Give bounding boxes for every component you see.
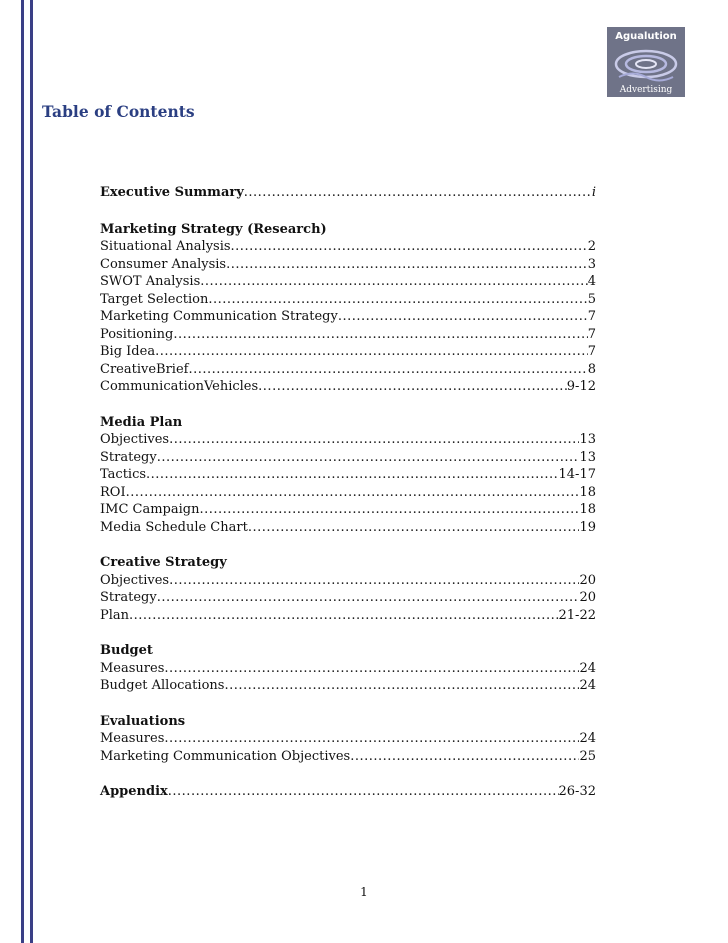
dot-leader — [169, 572, 579, 590]
dot-leader — [188, 361, 587, 379]
toc-entry-page: 13 — [579, 449, 596, 465]
toc-section-heading: Media Plan — [100, 414, 183, 430]
toc-entry-label: Objectives — [100, 572, 170, 588]
toc-entry[interactable] — [100, 519, 596, 537]
toc-entry[interactable] — [100, 361, 596, 379]
toc-entry[interactable] — [100, 184, 596, 202]
dot-leader — [338, 308, 588, 326]
logo-name: Agualution — [615, 31, 677, 42]
dot-leader — [157, 589, 580, 607]
water-ripple-icon — [613, 44, 679, 86]
toc-entry-label: Strategy — [100, 449, 157, 465]
toc-entry[interactable] — [100, 748, 596, 766]
toc-entry-page: 5 — [587, 291, 596, 307]
dot-leader — [226, 256, 588, 274]
toc-entry-page: 24 — [579, 660, 596, 676]
toc-section — [100, 554, 596, 624]
dot-leader — [169, 431, 579, 449]
page-title: Table of Contents — [42, 102, 195, 121]
toc-section — [100, 221, 596, 396]
dot-leader — [244, 184, 592, 202]
dot-leader — [164, 730, 579, 748]
toc-entry[interactable] — [100, 484, 596, 502]
left-border-line — [21, 0, 24, 943]
dot-leader — [168, 783, 559, 801]
toc-entry-page: 2 — [587, 239, 596, 254]
toc-entry[interactable] — [100, 291, 596, 309]
toc-entry-page: 14-17 — [558, 467, 596, 482]
toc-entry-page: 21-22 — [558, 607, 596, 623]
toc-entry[interactable] — [100, 466, 596, 484]
dot-leader — [199, 501, 579, 519]
table-of-contents — [100, 184, 596, 819]
toc-entry-label: Measures — [100, 731, 165, 746]
dot-leader — [231, 238, 588, 256]
toc-entry-label: CreativeBrief — [100, 361, 189, 377]
logo-subtitle: Advertising — [619, 85, 673, 95]
dot-leader — [146, 466, 558, 484]
toc-entry[interactable] — [100, 431, 596, 449]
toc-entry-page: 24 — [579, 731, 596, 746]
toc-entry-page: 7 — [587, 309, 596, 324]
toc-entry-page: 18 — [579, 502, 596, 517]
toc-section — [100, 184, 596, 202]
toc-entry-page: 8 — [587, 361, 596, 377]
toc-entry[interactable] — [100, 378, 596, 396]
toc-entry-label: Marketing Communication Objectives — [100, 748, 351, 764]
toc-entry[interactable] — [100, 501, 596, 519]
toc-entry-page: 13 — [579, 432, 596, 447]
toc-entry[interactable] — [100, 308, 596, 326]
dot-leader — [200, 273, 587, 291]
toc-entry-page: 19 — [579, 519, 596, 535]
toc-entry-page: 24 — [579, 678, 596, 693]
toc-entry-label: SWOT Analysis — [100, 274, 201, 289]
toc-entry-label: Consumer Analysis — [100, 256, 227, 272]
toc-section — [100, 414, 596, 537]
toc-entry[interactable] — [100, 343, 596, 361]
dot-leader — [126, 484, 580, 502]
toc-entry-page: 18 — [579, 484, 596, 500]
toc-entry-page: 7 — [587, 326, 596, 342]
toc-entry[interactable] — [100, 256, 596, 274]
toc-entry-label: Strategy — [100, 590, 157, 605]
toc-entry-label: CommunicationVehicles — [100, 379, 259, 394]
page-number: 1 — [360, 885, 368, 899]
toc-entry-label: Situational Analysis — [100, 239, 231, 254]
dot-leader — [164, 660, 579, 678]
toc-entry[interactable] — [100, 730, 596, 748]
toc-entry-label: IMC Campaign — [100, 502, 200, 517]
toc-entry-label: Measures — [100, 660, 165, 676]
toc-entry-label: Media Schedule Chart — [100, 519, 248, 535]
toc-entry[interactable] — [100, 660, 596, 678]
toc-section-heading: Creative Strategy — [100, 555, 227, 570]
left-border-line-inner — [30, 0, 33, 943]
toc-entry-label: Target Selection — [100, 291, 209, 307]
toc-entry-label: Appendix — [100, 784, 168, 799]
dot-leader — [224, 677, 579, 695]
toc-entry-label: Positioning — [100, 326, 174, 342]
toc-entry-label: Budget Allocations — [100, 678, 225, 693]
toc-section — [100, 713, 596, 766]
agualution-logo — [607, 27, 685, 97]
dot-leader — [208, 291, 587, 309]
toc-section-heading: Marketing Strategy (Research) — [100, 221, 327, 237]
toc-entry-page: 26-32 — [558, 784, 596, 799]
toc-entry[interactable] — [100, 449, 596, 467]
dot-leader — [129, 607, 558, 625]
toc-entry-label: Marketing Communication Strategy — [100, 309, 338, 324]
toc-section-heading: Evaluations — [100, 713, 186, 729]
toc-entry[interactable] — [100, 273, 596, 291]
toc-entry-page: 3 — [587, 256, 596, 272]
toc-entry-label: Executive Summary — [100, 185, 244, 200]
toc-entry[interactable] — [100, 238, 596, 256]
toc-entry-page: 20 — [579, 590, 596, 605]
dot-leader — [350, 748, 579, 766]
toc-entry-label: Big Idea — [100, 344, 156, 359]
toc-section — [100, 642, 596, 695]
dot-leader — [157, 449, 580, 467]
toc-section — [100, 783, 596, 801]
dot-leader — [248, 519, 580, 537]
toc-entry[interactable] — [100, 589, 596, 607]
toc-entry-page: 20 — [579, 572, 596, 588]
toc-section-heading: Budget — [100, 643, 153, 658]
toc-entry-page: 7 — [587, 344, 596, 359]
toc-entry-label: ROI — [100, 484, 126, 500]
dot-leader — [173, 326, 587, 344]
toc-entry[interactable] — [100, 607, 596, 625]
toc-entry[interactable] — [100, 326, 596, 344]
toc-entry-page: 4 — [587, 274, 596, 289]
toc-entry[interactable] — [100, 572, 596, 590]
toc-entry-label: Plan — [100, 607, 130, 623]
toc-entry-label: Objectives — [100, 432, 170, 447]
toc-entry-label: Tactics — [100, 467, 147, 482]
dot-leader — [155, 343, 588, 361]
toc-entry-page: 25 — [579, 748, 596, 764]
toc-entry-page: 9-12 — [566, 379, 596, 394]
toc-entry-page: i — [591, 185, 596, 200]
dot-leader — [258, 378, 567, 396]
toc-entry[interactable] — [100, 783, 596, 801]
toc-entry[interactable] — [100, 677, 596, 695]
